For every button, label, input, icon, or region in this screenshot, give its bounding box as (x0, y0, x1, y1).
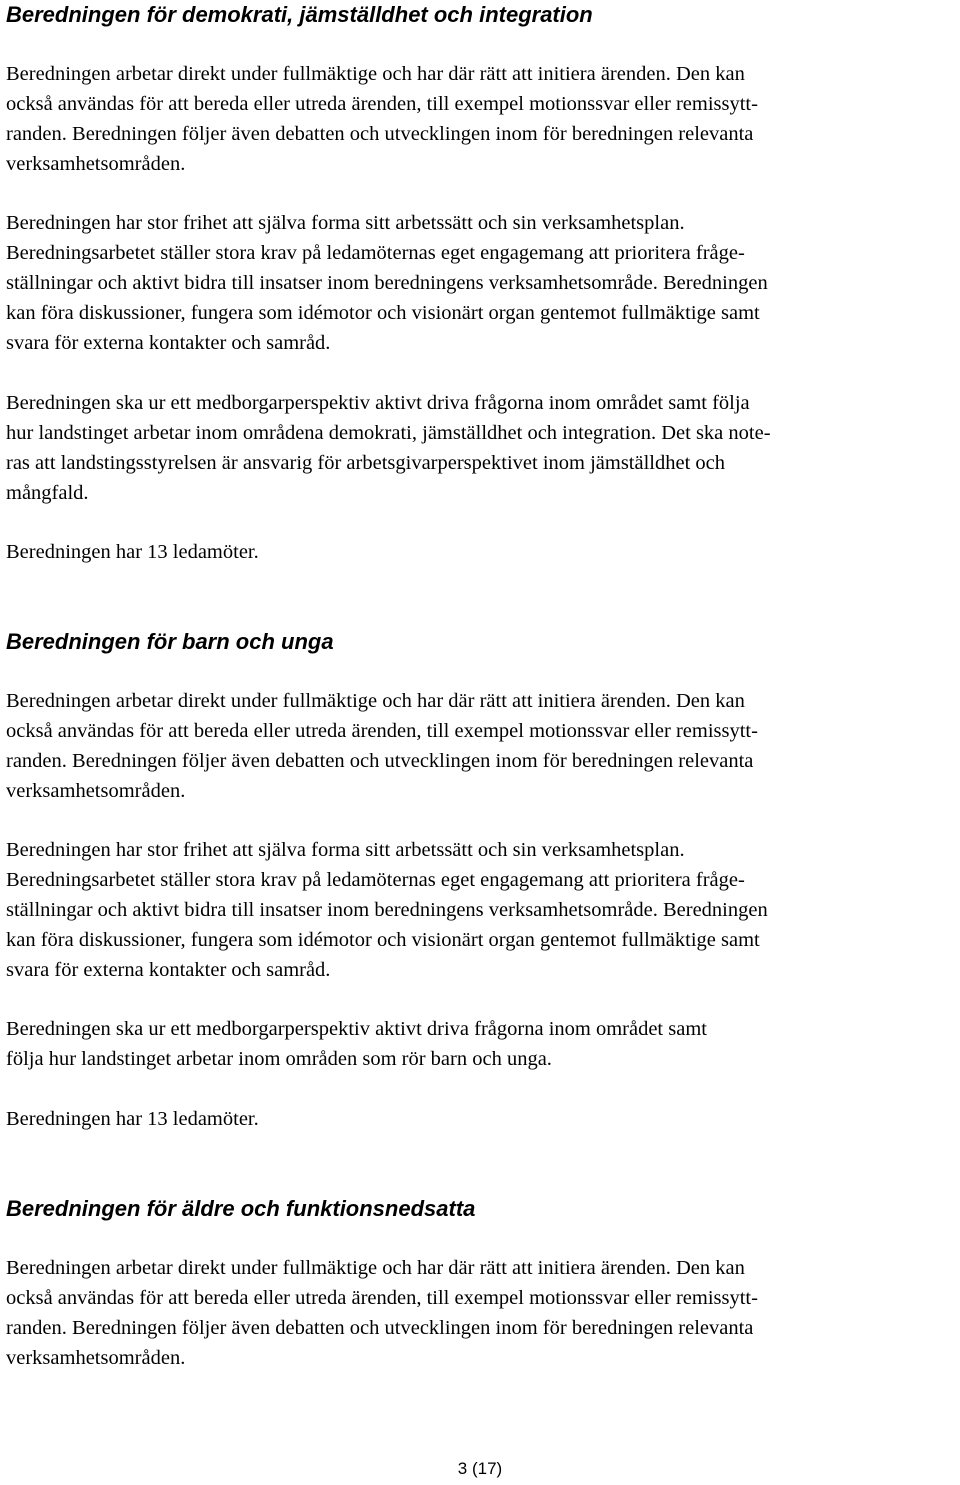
text-line: Beredningsarbetet ställer stora krav på ledamöternas eget engagemang att prioritera fråge- (6, 869, 745, 891)
text-line: Beredningen har stor frihet att själva forma sitt arbetssätt och sin verksamhetsplan. (6, 212, 685, 234)
text-line: kan föra diskussioner, fungera som idémotor och visionärt organ gentemot fullmäktige samt (6, 929, 760, 951)
text-line: Beredningen arbetar direkt under fullmäktige och har där rätt att initiera ärenden. Den kan (6, 1257, 745, 1279)
text-line: svara för externa kontakter och samråd. (6, 959, 331, 981)
text-line: verksamhetsområden. (6, 780, 186, 802)
section-heading: Beredningen för demokrati, jämställdhet och integration (6, 2, 593, 27)
text-line: Beredningen arbetar direkt under fullmäktige och har där rätt att initiera ärenden. Den kan (6, 63, 745, 85)
text-line: också användas för att bereda eller utreda ärenden, till exempel motionssvar eller remissytt- (6, 93, 758, 115)
text-line: också användas för att bereda eller utreda ärenden, till exempel motionssvar eller remissytt- (6, 720, 758, 742)
text-line: verksamhetsområden. (6, 153, 186, 175)
text-line: ställningar och aktivt bidra till insatser inom beredningens verksamhetsområde. Beredningen (6, 899, 768, 921)
text-line: mångfald. (6, 482, 89, 504)
text-line: ställningar och aktivt bidra till insatser inom beredningens verksamhetsområde. Beredningen (6, 272, 768, 294)
text-line: följa hur landstinget arbetar inom områden som rör barn och unga. (6, 1048, 552, 1070)
text-line: Beredningen ska ur ett medborgarperspektiv aktivt driva frågorna inom området samt följa (6, 392, 750, 414)
text-line: hur landstinget arbetar inom områdena demokrati, jämställdhet och integration. Det ska note- (6, 422, 771, 444)
text-line: Beredningen arbetar direkt under fullmäktige och har där rätt att initiera ärenden. Den kan (6, 690, 745, 712)
text-line: Beredningen ska ur ett medborgarperspektiv aktivt driva frågorna inom området samt (6, 1018, 707, 1040)
page-number: 3 (17) (457, 1459, 503, 1478)
text-line: verksamhetsområden. (6, 1347, 186, 1369)
text-line: kan föra diskussioner, fungera som idémotor och visionärt organ gentemot fullmäktige samt (6, 302, 760, 324)
section-heading: Beredningen för äldre och funktionsnedsatta (6, 1196, 476, 1221)
text-line: Beredningsarbetet ställer stora krav på ledamöternas eget engagemang att prioritera fråge- (6, 242, 745, 264)
text-line: Beredningen har 13 ledamöter. (6, 1108, 259, 1130)
text-line: randen. Beredningen följer även debatten och utvecklingen inom för beredningen relevanta (6, 1317, 754, 1339)
text-line: Beredningen har stor frihet att själva forma sitt arbetssätt och sin verksamhetsplan. (6, 839, 685, 861)
section-heading: Beredningen för barn och unga (6, 629, 334, 654)
text-line: Beredningen har 13 ledamöter. (6, 541, 259, 563)
text-line: ras att landstingsstyrelsen är ansvarig för arbetsgivarperspektivet inom jämställdhet och (6, 452, 726, 474)
text-line: randen. Beredningen följer även debatten och utvecklingen inom för beredningen relevanta (6, 750, 754, 772)
text-line: också användas för att bereda eller utreda ärenden, till exempel motionssvar eller remissytt- (6, 1287, 758, 1309)
text-line: randen. Beredningen följer även debatten och utvecklingen inom för beredningen relevanta (6, 123, 754, 145)
text-line: svara för externa kontakter och samråd. (6, 332, 331, 354)
